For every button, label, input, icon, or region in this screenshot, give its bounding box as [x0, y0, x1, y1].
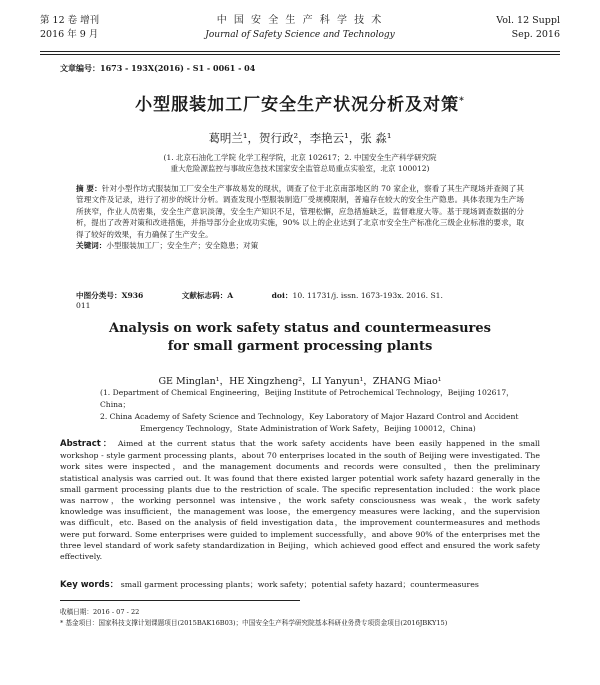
- header-rule-thin: [40, 54, 560, 55]
- clc-label: 中图分类号：: [76, 291, 122, 300]
- journal-name-cn: 中 国 安 全 生 产 科 学 技 术: [216, 15, 384, 26]
- affiliation-cn-line: (1. 北京石油化工学院 化学工程学院，北京 102617；2. 中国安全生产科学研究院: [163, 153, 437, 162]
- journal-name: [40, 14, 560, 42]
- journal-name-en: Journal of Safety Science and Technology: [205, 30, 395, 40]
- affiliation-cn-line: 重大危险源监控与事故应急技术国家安全监管总局重点实验室，北京 100012): [170, 164, 430, 173]
- keywords-cn-text: 小型服装加工厂；安全生产；安全隐患；对策: [106, 241, 259, 251]
- title-cn: [0, 90, 600, 115]
- doc-code: [182, 291, 233, 300]
- issue-date-cn: 2016 年 9 月: [40, 29, 99, 40]
- clc-number: [76, 291, 143, 300]
- doi-value: 10. 11731/j. issn. 1673-193x. 2016. S1. 011: [76, 291, 443, 310]
- volume-issue: 第 12 卷 增刊: [40, 15, 100, 26]
- affiliation-cn: [90, 152, 510, 174]
- footnote-received: 收稿日期：2016 - 07 - 22: [60, 608, 140, 616]
- doc-code-label: 文献标志码：: [181, 291, 228, 300]
- title-en-line: Analysis on work safety status and countermeasures: [109, 321, 491, 336]
- volume-info-en: [496, 14, 560, 42]
- title-en-line: for small garment processing plants: [167, 339, 433, 354]
- header-rule: [40, 51, 560, 52]
- abstract-cn-label: 摘 要：: [76, 184, 102, 193]
- doc-code-value: A: [227, 291, 234, 300]
- doi-label: doi：: [271, 291, 293, 300]
- authors-cn: 葛明兰¹，贺行政²，李艳云¹，张 淼¹: [208, 131, 392, 145]
- footnote-fund: * 基金项目：国家科技支撑计划课题项目(2015BAK16B03)；中国安全生产科学研究院基本科研业务费专项资金项目(2016JBKY15): [60, 619, 448, 627]
- running-header: [40, 14, 560, 44]
- affiliation-en-line: (1. Department of Chemical Engineering，Beijing Institute of Petrochemical Technology，Beijing 102617，China；: [100, 388, 514, 409]
- footnote-rule: [60, 600, 300, 601]
- volume-en: Vol. 12 Suppl: [496, 15, 560, 26]
- keywords-en-text: small garment processing plants；work safety；potential safety hazard；countermeasures: [120, 580, 479, 589]
- title-cn-text: 小型服装加工厂安全生产状况分析及对策: [135, 95, 460, 115]
- affiliation-en-line: Emergency Technology，State Administration of Work Safety，Beijing 100012，China): [140, 424, 476, 433]
- keywords-en-label: Key words：: [60, 580, 119, 590]
- authors-en: GE Minglan¹，HE Xingzheng²，LI Yanyun¹，ZHANG Miao¹: [158, 376, 442, 387]
- issue-date-en: Sep. 2016: [511, 29, 560, 40]
- affiliation-en-line: 2. China Academy of Safety Science and Technology，Key Laboratory of Major Hazard Control and Accident: [100, 412, 519, 421]
- article-number: 文章编号：1673 - 193X(2016) - S1 - 0061 - 04: [60, 63, 256, 73]
- abstract-en: [60, 438, 540, 562]
- affiliation-en: [100, 387, 530, 435]
- keywords-cn-label: 关键词：: [76, 241, 107, 251]
- clc-value: X936: [121, 291, 144, 300]
- keywords-en: [60, 578, 540, 590]
- abstract-cn: [76, 183, 524, 251]
- abstract-en-label: Abstract：: [60, 439, 114, 449]
- classification-line: [76, 290, 524, 310]
- title-en: [0, 320, 600, 356]
- title-cn-mark: *: [459, 96, 465, 107]
- abstract-en-text: Aimed at the current status that the work safety accidents have been easily happened in the small workshop - style garment processing plants，about 70 enterprises located in the south of Beijing were investigated. The work sites were inspected，and the management documents and records were consulted，then the preliminary statistical analysis was carried out. It was found that there existed larger potential work safety hazard generally in the small garment processing plants due to the restriction of scale. The specific representation included：the work place was narrow，the working personnel was intensive，the work safety consciousness was weak，the work safety knowledge was insufficient，the management was loose，the emergency measures were lacking，and the supervision was difficult，etc. Based on the analysis of field investigation data，the improvement countermeasures and methods were put forward. Some enterprises were guided to implement successfully，and above 90% of the enterprises met the three level standard of work safety standardization in Beijing，which achieved good effect and ensured the work safety effectively.: [60, 439, 540, 562]
- abstract-cn-text: 针对小型作坊式服装加工厂安全生产事故易发的现状，调查了位于北京南部地区的 70 家企业，察看了其生产现场并查阅了其管理文件及记录，进行了初步的统计分析。调查发现小型服装制造厂受规模限制，普遍存在较大的安全生产隐患。具体表现为生产场所狭窄，作业人员密集，安全生产意识淡薄，安全生产知识不足，管理松懈，应急措施缺乏，监督难度大等。基于现场调查数据的分析，提出了改善对策和改进措施，并指导部分企业成功实施，90% 以上的企业达到了北京市安全生产标准化三级企业标准的要求，取得了较好的效果，有力确保了生产安全。: [76, 184, 524, 239]
